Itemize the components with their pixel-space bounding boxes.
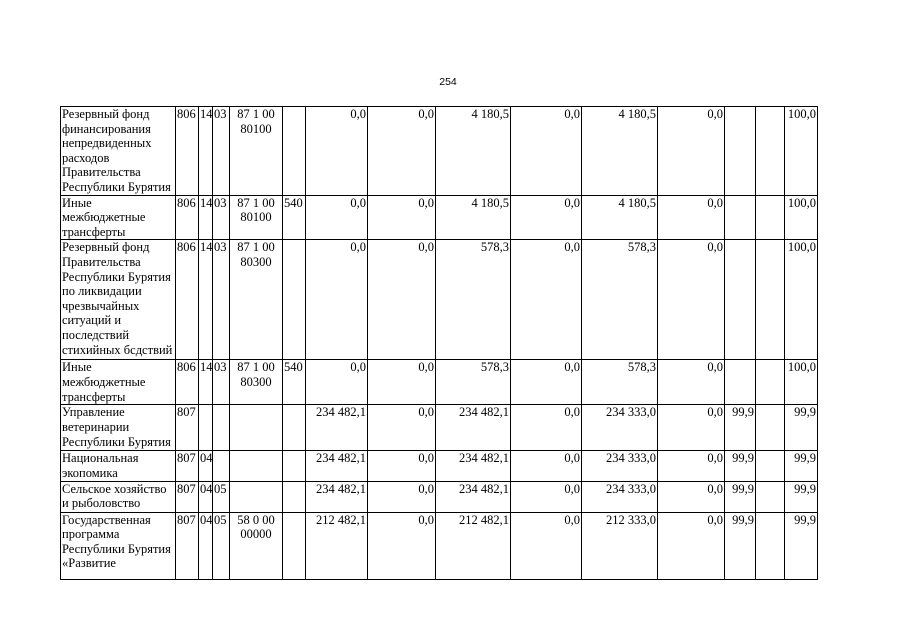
amount-cell: 234 482,1 [436,481,511,512]
percent-cell [725,360,756,405]
percent-cell: 99,9 [725,451,756,481]
amount-cell: 212 482,1 [306,512,368,579]
section-code: 04 [199,481,213,512]
expense-type-code [283,451,306,481]
subsection-code: 05 [213,481,230,512]
amount-cell: 0,0 [658,195,725,240]
item-name: Резервный фонд финансирования непредвиденных расходов Правительства Республики Бурятия [61,107,176,196]
ministry-code: 806 [176,107,199,196]
percent-cell: 99,9 [725,405,756,451]
ministry-code: 807 [176,405,199,451]
amount-cell: 0,0 [511,512,582,579]
amount-cell: 234 482,1 [436,405,511,451]
item-name: Сельское хозяйство и рыболовство [61,481,176,512]
target-article-code [230,481,283,512]
ministry-code: 807 [176,481,199,512]
percent-cell: 100,0 [785,107,818,196]
amount-cell: 0,0 [658,451,725,481]
percent-cell: 100,0 [785,240,818,360]
target-article-code [230,451,283,481]
extra-cell [756,240,785,360]
section-code: 14 [199,107,213,196]
percent-cell: 99,9 [725,512,756,579]
amount-cell: 234 333,0 [582,481,658,512]
subsection-code: 03 [213,195,230,240]
extra-cell [756,512,785,579]
percent-cell: 99,9 [725,481,756,512]
percent-cell [725,195,756,240]
section-code: 14 [199,195,213,240]
expense-type-code [283,405,306,451]
amount-cell: 0,0 [368,360,436,405]
amount-cell: 0,0 [658,107,725,196]
extra-cell [756,195,785,240]
amount-cell: 234 482,1 [306,451,368,481]
page-number: 254 [439,76,457,88]
subsection-code [213,405,230,451]
subsection-code: 03 [213,240,230,360]
extra-cell [756,405,785,451]
ministry-code: 806 [176,195,199,240]
table-row [61,360,818,405]
subsection-code: 03 [213,107,230,196]
amount-cell: 0,0 [368,481,436,512]
amount-cell: 4 180,5 [436,195,511,240]
subsection-code [213,451,230,481]
amount-cell: 0,0 [658,240,725,360]
extra-cell [756,481,785,512]
ministry-code: 807 [176,451,199,481]
amount-cell: 4 180,5 [582,107,658,196]
section-code: 14 [199,240,213,360]
table-row [61,195,818,240]
amount-cell: 0,0 [368,240,436,360]
target-article-code: 87 1 00 80300 [230,360,283,405]
amount-cell: 212 333,0 [582,512,658,579]
percent-cell: 99,9 [785,481,818,512]
amount-cell: 0,0 [511,195,582,240]
item-name: Государственная программа Республики Бурятия «Развитие [61,512,176,579]
amount-cell: 4 180,5 [436,107,511,196]
amount-cell: 0,0 [511,360,582,405]
subsection-code: 03 [213,360,230,405]
target-article-code: 87 1 00 80100 [230,195,283,240]
budget-table [60,106,818,580]
subsection-code: 05 [213,512,230,579]
amount-cell: 234 333,0 [582,405,658,451]
amount-cell: 0,0 [368,107,436,196]
amount-cell: 0,0 [511,481,582,512]
ministry-code: 806 [176,360,199,405]
amount-cell: 0,0 [306,107,368,196]
amount-cell: 0,0 [306,240,368,360]
amount-cell: 234 482,1 [436,451,511,481]
section-code: 04 [199,512,213,579]
table-row [61,107,818,196]
amount-cell: 0,0 [511,405,582,451]
table-row [61,240,818,360]
amount-cell: 578,3 [582,360,658,405]
item-name: Иные межбюджетные трансферты [61,360,176,405]
table-row [61,451,818,481]
amount-cell: 234 333,0 [582,451,658,481]
amount-cell: 4 180,5 [582,195,658,240]
expense-type-code: 540 [283,360,306,405]
item-name: Национальная экопомика [61,451,176,481]
ministry-code: 807 [176,512,199,579]
percent-cell: 99,9 [785,512,818,579]
amount-cell: 0,0 [658,360,725,405]
section-code: 14 [199,360,213,405]
amount-cell: 0,0 [658,512,725,579]
ministry-code: 806 [176,240,199,360]
target-article-code: 87 1 00 80300 [230,240,283,360]
percent-cell: 99,9 [785,405,818,451]
expense-type-code [283,240,306,360]
percent-cell [725,107,756,196]
target-article-code: 87 1 00 80100 [230,107,283,196]
table-row [61,512,818,579]
amount-cell: 0,0 [368,195,436,240]
percent-cell: 99,9 [785,451,818,481]
amount-cell: 212 482,1 [436,512,511,579]
amount-cell: 0,0 [368,405,436,451]
percent-cell: 100,0 [785,195,818,240]
table-row [61,481,818,512]
expense-type-code [283,481,306,512]
section-code: 04 [199,451,213,481]
amount-cell: 0,0 [368,512,436,579]
expense-type-code [283,107,306,196]
amount-cell: 578,3 [436,360,511,405]
percent-cell [725,240,756,360]
expense-type-code: 540 [283,195,306,240]
amount-cell: 0,0 [511,240,582,360]
amount-cell: 0,0 [658,405,725,451]
item-name: Управление ветеринарии Республики Бурятия [61,405,176,451]
expense-type-code [283,512,306,579]
amount-cell: 0,0 [306,195,368,240]
amount-cell: 234 482,1 [306,405,368,451]
amount-cell: 0,0 [658,481,725,512]
amount-cell: 578,3 [436,240,511,360]
table-row [61,405,818,451]
target-article-code [230,405,283,451]
amount-cell: 0,0 [368,451,436,481]
item-name: Резервный фонд Правительства Республики Бурятия по ликвидации чрезвычайных ситуаций и последствий стихийных бсдствий [61,240,176,360]
target-article-code: 58 0 00 00000 [230,512,283,579]
extra-cell [756,451,785,481]
section-code [199,405,213,451]
amount-cell: 0,0 [306,360,368,405]
amount-cell: 0,0 [511,451,582,481]
percent-cell: 100,0 [785,360,818,405]
amount-cell: 0,0 [511,107,582,196]
amount-cell: 578,3 [582,240,658,360]
item-name: Иные межбюджетные трансферты [61,195,176,240]
amount-cell: 234 482,1 [306,481,368,512]
extra-cell [756,107,785,196]
extra-cell [756,360,785,405]
